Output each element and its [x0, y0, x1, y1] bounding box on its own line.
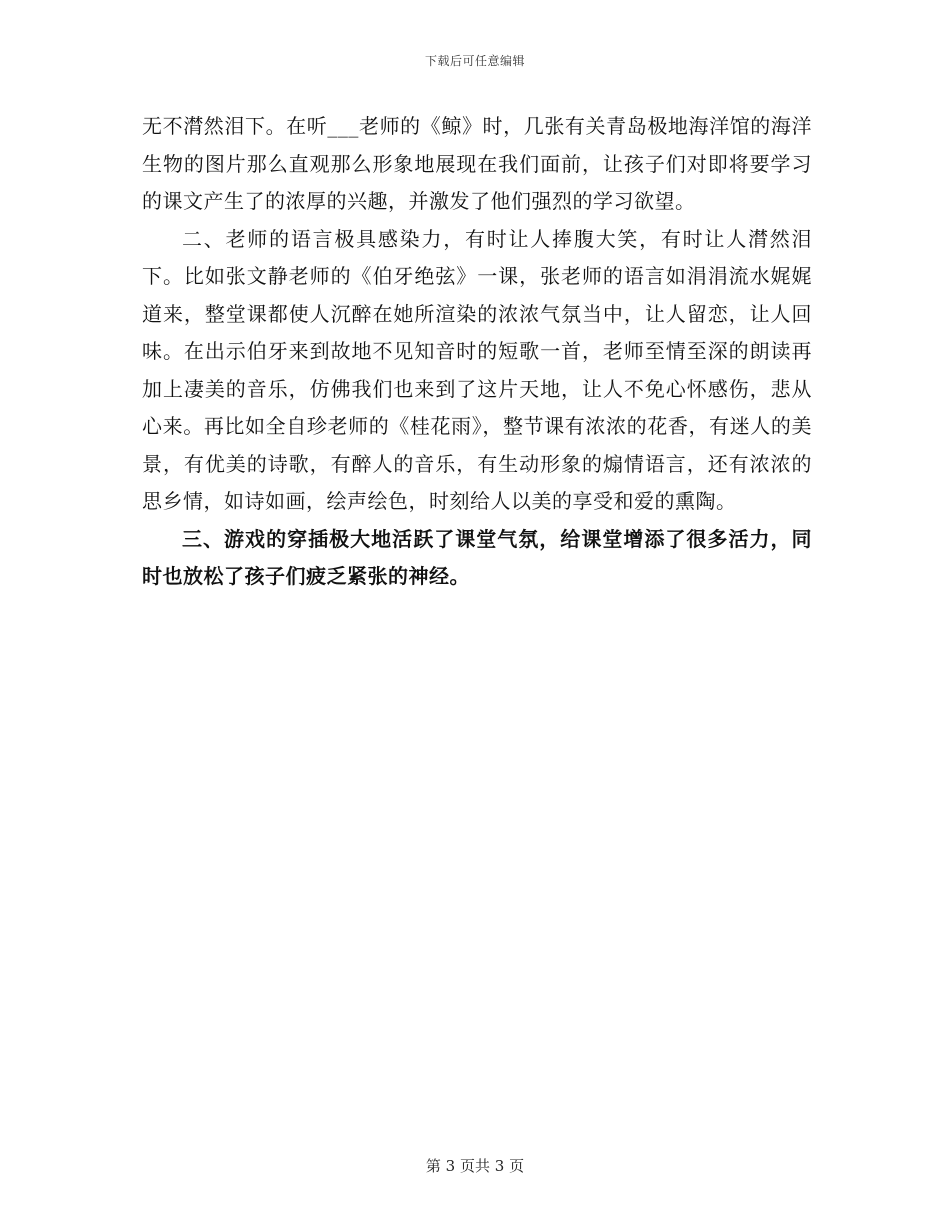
- document-body: [142, 108, 812, 596]
- paragraph-point-three: 三、游戏的穿插极大地活跃了课堂气氛，给课堂增添了很多活力，同时也放松了孩子们疲乏紧张的神经。: [142, 526, 812, 588]
- paragraph-continued: 无不潸然泪下。在听___老师的《鲸》时，几张有关青岛极地海洋馆的海洋生物的图片那么直观那么形象地展现在我们面前，让孩子们对即将要学习的课文产生了的浓厚的兴趣，并激发了他们强烈的学习欲望。: [142, 114, 812, 213]
- page-header: 下载后可任意编辑: [424, 54, 525, 68]
- paragraph-point-two: 二、老师的语言极具感染力，有时让人捧腹大笑，有时让人潸然泪下。比如张文静老师的《伯牙绝弦》一课，张老师的语言如涓涓流水娓娓道来，整堂课都使人沉醉在她所渲染的浓浓气氛当中，让人留恋，让人回味。在出示伯牙来到故地不见知音时的短歌一首，老师至情至深的朗读再加上凄美的音乐，仿佛我们也来到了这片天地，让人不免心怀感伤，悲从心来。再比如全自珍老师的《桂花雨》，整节课有浓浓的花香，有迷人的美景，有优美的诗歌，有醉人的音乐，有生动形象的煽情语言，还有浓浓的思乡情，如诗如画，绘声绘色，时刻给人以美的享受和爱的熏陶。: [142, 226, 812, 513]
- page-number-footer: 第 3 页共 3 页: [425, 1157, 525, 1175]
